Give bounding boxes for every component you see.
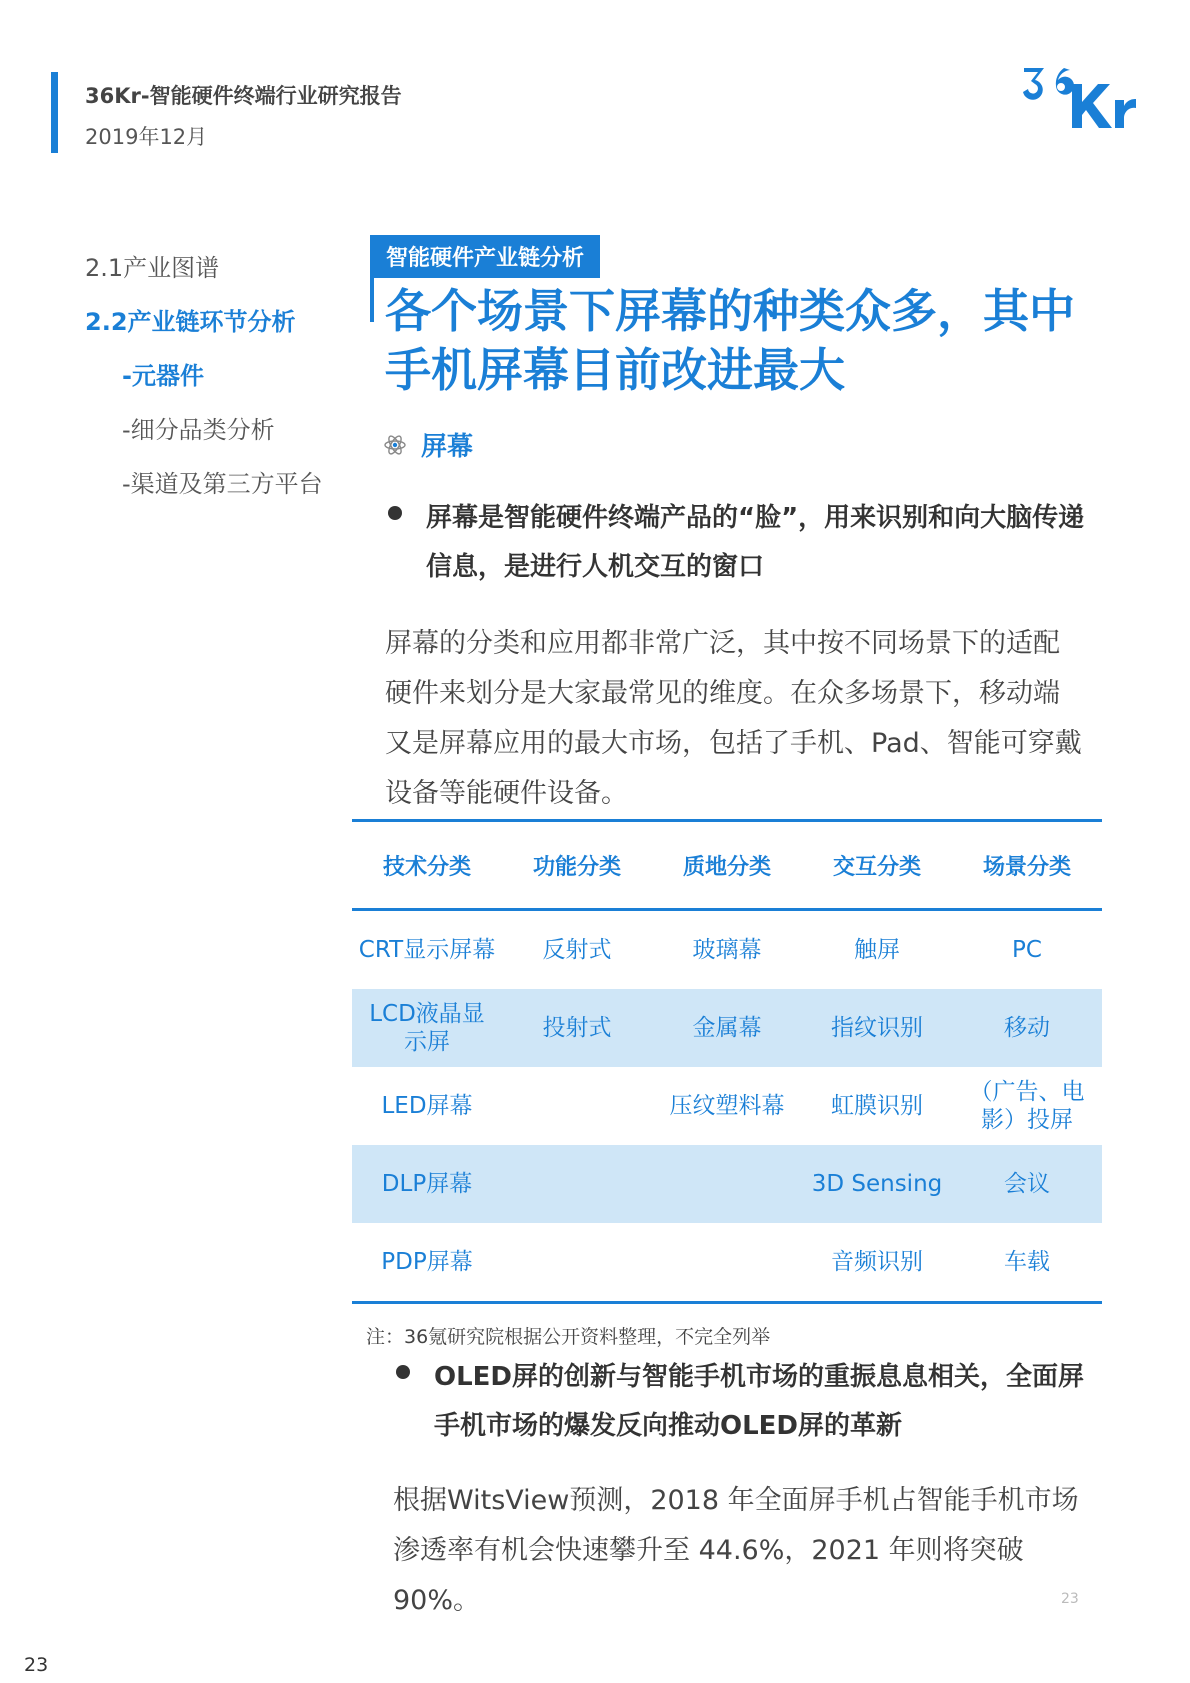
bullet-dot [396, 1365, 410, 1379]
screen-classification-table [352, 819, 1102, 1304]
page-number: 23 [24, 1654, 49, 1676]
table-cell: 车载 [1004, 1249, 1050, 1275]
nav-item-chain-analysis[interactable]: 2.2产业链环节分析 [85, 308, 296, 336]
table-cell: 移动 [1004, 1015, 1050, 1041]
nav-item-industry-map[interactable]: 2.1产业图谱 [85, 254, 220, 282]
body-paragraph: 屏幕的分类和应用都非常广泛，其中按不同场景下的适配硬件来划分是大家最常见的维度。在众多场景下，移动端又是屏幕应用的最大市场，包括了手机、Pad、智能可穿戴设备等能硬件设备。 [385, 628, 1082, 809]
table-cell: 反射式 [542, 937, 612, 963]
table-row [352, 1223, 1102, 1301]
table-row [352, 1067, 1102, 1145]
table-cell: 触屏 [854, 937, 900, 963]
bullet-dot [388, 506, 402, 520]
table-header-row [352, 822, 1102, 908]
table-row [352, 1145, 1102, 1223]
section-label: 屏幕 [421, 432, 474, 462]
table-header-cell: 技术分类 [382, 854, 471, 880]
title-accent-line [370, 275, 374, 322]
bullet-text: OLED屏的创新与智能手机市场的重振息息相关，全面屏手机市场的爆发反向推动OLED屏的革新 [434, 1362, 1085, 1441]
atom-icon [383, 433, 407, 457]
page-title: 各个场景下屏幕的种类众多，其中手机屏幕目前改进最大 [385, 284, 1075, 397]
table-row [352, 989, 1102, 1067]
table-cell: 金属幕 [692, 1015, 762, 1041]
table-header-cell: 功能分类 [532, 854, 621, 880]
report-title: 36Kr-智能硬件终端行业研究报告 [85, 84, 402, 108]
header-accent-bar [51, 72, 58, 153]
bullet-point [396, 1353, 1086, 1451]
source-note: 注：36氪研究院根据公开资料整理，不完全列举 [366, 1326, 771, 1348]
bullet-text: 屏幕是智能硬件终端产品的“脸”，用来识别和向大脑传递信息，是进行人机交互的窗口 [426, 503, 1085, 582]
table-cell: 玻璃幕 [692, 937, 762, 963]
page-number: 23 [1061, 1591, 1079, 1607]
body-paragraph: 根据WitsView预测，2018 年全面屏手机占智能手机市场渗透率有机会快速攀升至 44.6%，2021 年则将突破 90%。 [393, 1485, 1079, 1616]
bullet-point [388, 494, 1088, 592]
table-cell: 指纹识别 [831, 1015, 923, 1041]
table-cell: 虹膜识别 [831, 1093, 923, 1119]
table-cell: DLP屏幕 [381, 1171, 473, 1197]
table-header-cell: 场景分类 [982, 854, 1071, 880]
table-cell: 压纹塑料幕 [669, 1093, 785, 1119]
table-cell: （广告、电影）投屏 [969, 1079, 1085, 1133]
nav-item-components[interactable]: -元器件 [122, 362, 204, 390]
nav-item-channels[interactable]: -渠道及第三方平台 [122, 470, 323, 498]
table-row [352, 911, 1102, 989]
table-cell: 投射式 [542, 1015, 612, 1041]
chapter-tag: 智能硬件产业链分析 [370, 235, 600, 278]
36kr-logo [1020, 60, 1150, 140]
table-header-cell: 质地分类 [682, 854, 771, 880]
table-cell: LCD液晶显示屏 [369, 1001, 485, 1055]
table-cell: 音频识别 [831, 1249, 923, 1275]
table-cell: PDP屏幕 [381, 1249, 473, 1275]
table-cell: 3D Sensing [811, 1171, 943, 1197]
section-heading [383, 426, 473, 463]
table-cell: LED屏幕 [381, 1093, 473, 1119]
table-cell: CRT显示屏幕 [358, 937, 496, 963]
nav-item-category-analysis[interactable]: -细分品类分析 [122, 416, 275, 444]
table-cell: PC [1012, 937, 1042, 963]
report-date: 2019年12月 [85, 125, 208, 149]
table-cell: 会议 [1004, 1171, 1050, 1197]
table-header-cell: 交互分类 [832, 854, 921, 880]
table-bottom-rule [352, 1301, 1102, 1304]
